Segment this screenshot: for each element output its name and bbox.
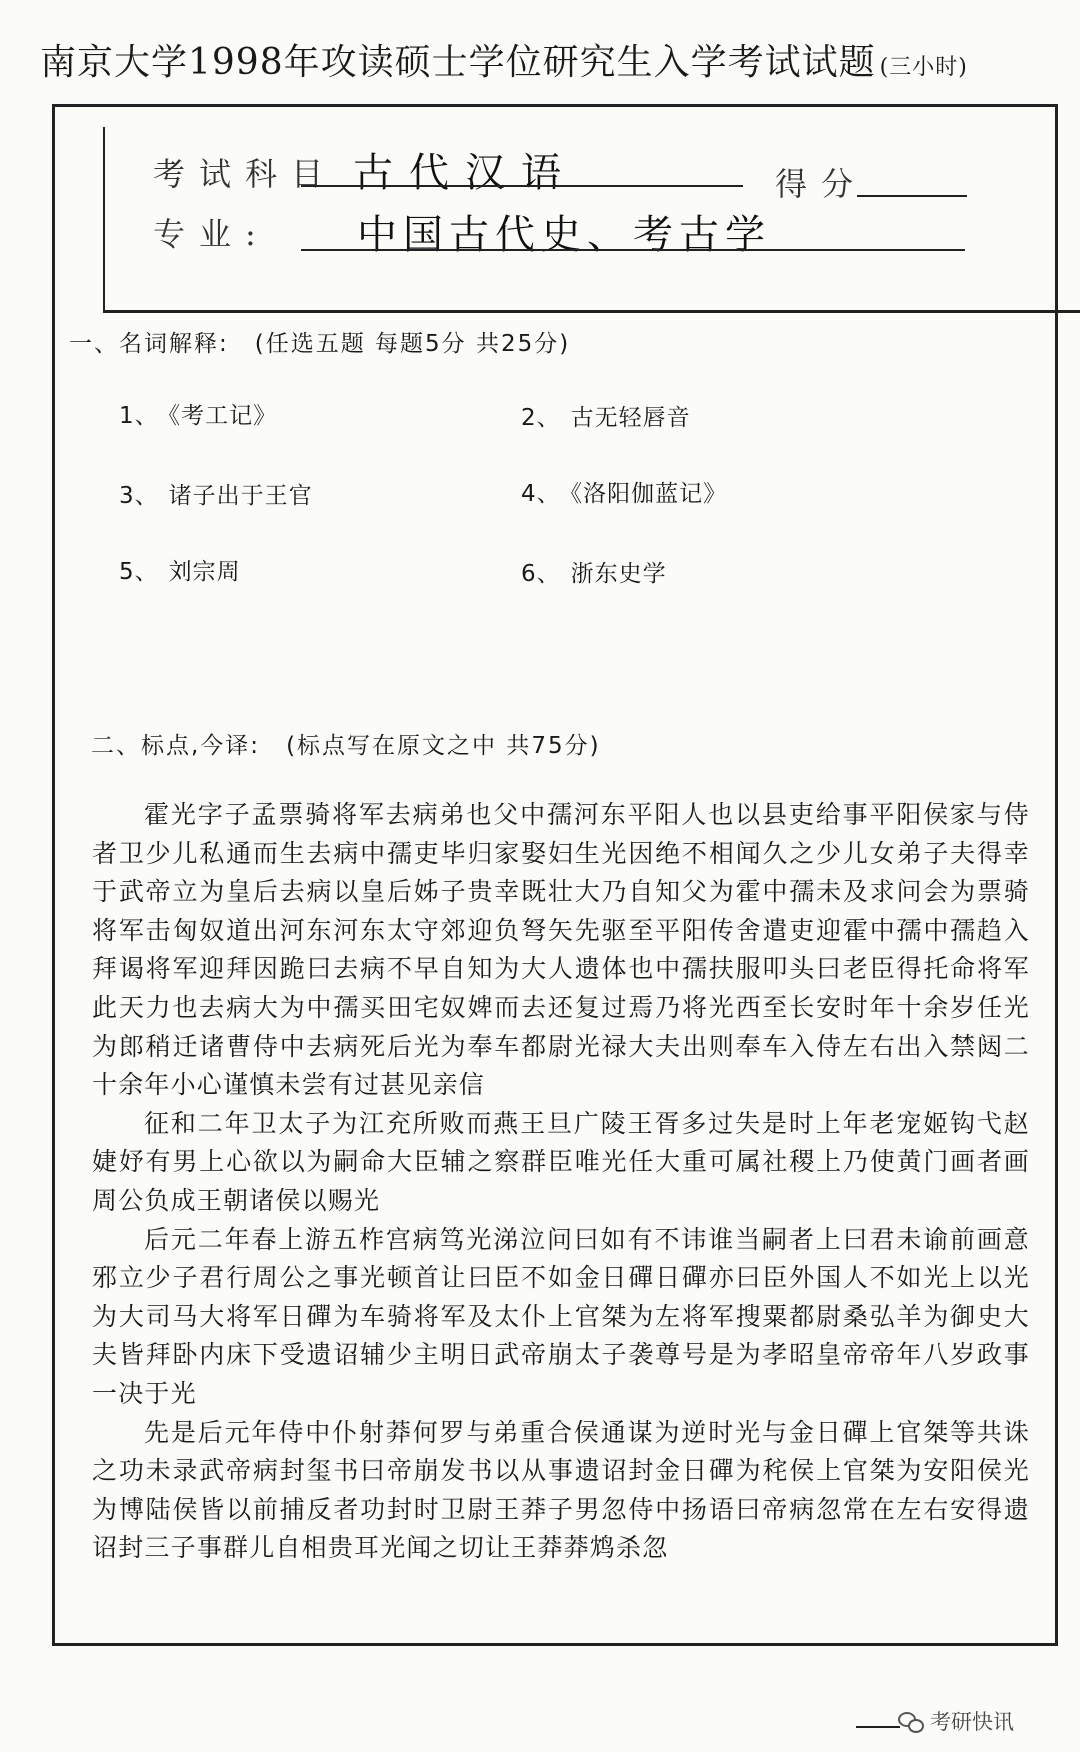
term-item — [521, 555, 667, 588]
section-1-note: (任选五题 每题5分 共25分) — [254, 331, 571, 357]
major-value: 中国古代史、考古学 — [357, 212, 771, 258]
term-number: 6、 — [521, 561, 561, 587]
score-underline — [857, 195, 967, 197]
term-number: 1、 — [119, 403, 159, 429]
term-item — [119, 477, 313, 510]
term-item — [521, 399, 691, 432]
term-item — [119, 397, 277, 430]
major-underline — [301, 249, 965, 251]
classical-passage — [92, 796, 1030, 1568]
watermark-text: 考研快讯 — [930, 1710, 1014, 1734]
wechat-icon — [898, 1711, 924, 1731]
term-number: 5、 — [119, 559, 159, 585]
passage-paragraph: 先是后元年侍中仆射莽何罗与弟重合侯通谋为逆时光与金日磾上官桀等共诛之功未录武帝病封玺书曰帝崩发书以从事遗诏封金日磾为秺侯上官桀为安阳侯光为博陆侯皆以前捕反者功封时卫尉王莽子男忽侍中扬语曰帝病忽常在左右安得遗诏封三子事群儿自相贵耳光闻之切让王莽莽鸩杀忽 — [92, 1417, 1030, 1563]
term-number: 3、 — [119, 483, 159, 509]
subject-underline — [301, 185, 743, 187]
section-2-note: (标点写在原文之中 共75分) — [286, 733, 601, 759]
section-2-heading: 二、标点,今译: — [91, 733, 261, 759]
major-label: 专业: — [153, 215, 270, 253]
section-2-title — [91, 727, 601, 760]
subject-label: 考试科目 — [153, 155, 338, 193]
term-text: 《考工记》 — [168, 403, 278, 429]
subject-value: 古代汉语 — [353, 150, 577, 196]
score-label: 得分 — [775, 165, 868, 203]
term-text: 《洛阳伽蓝记》 — [570, 481, 728, 507]
exam-title-text: 南京大学1998年攻读硕士学位研究生入学考试试题 — [40, 42, 876, 83]
exam-duration: (三小时) — [879, 55, 968, 80]
term-number: 4、 — [521, 481, 561, 507]
page-footer-dash — [856, 1726, 900, 1728]
term-text: 诸子出于王官 — [168, 483, 313, 509]
exam-title — [40, 34, 1050, 85]
term-text: 刘宗周 — [168, 559, 241, 585]
passage-paragraph: 霍光字子孟票骑将军去病弟也父中孺河东平阳人也以县吏给事平阳侯家与侍者卫少儿私通而生去病中孺吏毕归家娶妇生光因绝不相闻久之少儿女弟子夫得幸于武帝立为皇后去病以皇后姊子贵幸既壮大乃自知父为霍中孺未及求问会为票骑将军击匈奴道出河东河东太守郊迎负弩矢先驱至平阳传舍遣吏迎霍中孺中孺趋入拜谒将军迎拜因跪曰去病不早自知为大人遗体也中孺扶服叩头曰老臣得托命将军此天力也去病大为中孺买田宅奴婢而去还复过焉乃将光西至长安时年十余岁任光为郎稍迁诸曹侍中去病死后光为奉车都尉光禄大夫出则奉车入侍左右出入禁闼二十余年小心谨慎未尝有过甚见亲信 — [92, 800, 1030, 1100]
term-number: 2、 — [521, 405, 561, 431]
passage-paragraph: 后元二年春上游五柞宫病笃光涕泣问曰如有不讳谁当嗣者上曰君未谕前画意邪立少子君行周公之事光顿首让曰臣不如金日磾日磾亦曰臣外国人不如光上以光为大司马大将军日磾为车骑将军及太仆上官桀为左将军搜粟都尉桑弘羊为御史大夫皆拜卧内床下受遗诏辅少主明日武帝崩太子袭尊号是为孝昭皇帝帝年八岁政事一决于光 — [92, 1224, 1030, 1408]
passage-paragraph: 征和二年卫太子为江充所败而燕王旦广陵王胥多过失是时上年老宠姬钩弋赵婕妤有男上心欲以为嗣命大臣辅之察群臣唯光任大重可属社稷上乃使黄门画者画周公负成王朝诸侯以赐光 — [92, 1108, 1030, 1215]
watermark — [898, 1706, 1014, 1736]
term-item — [521, 475, 727, 508]
term-text: 古无轻唇音 — [570, 405, 691, 431]
section-1-heading: 一、名词解释: — [69, 331, 229, 357]
term-text: 浙东史学 — [570, 561, 667, 587]
exam-header-box — [103, 127, 1080, 313]
section-1-title — [69, 325, 570, 358]
term-item — [119, 553, 241, 586]
